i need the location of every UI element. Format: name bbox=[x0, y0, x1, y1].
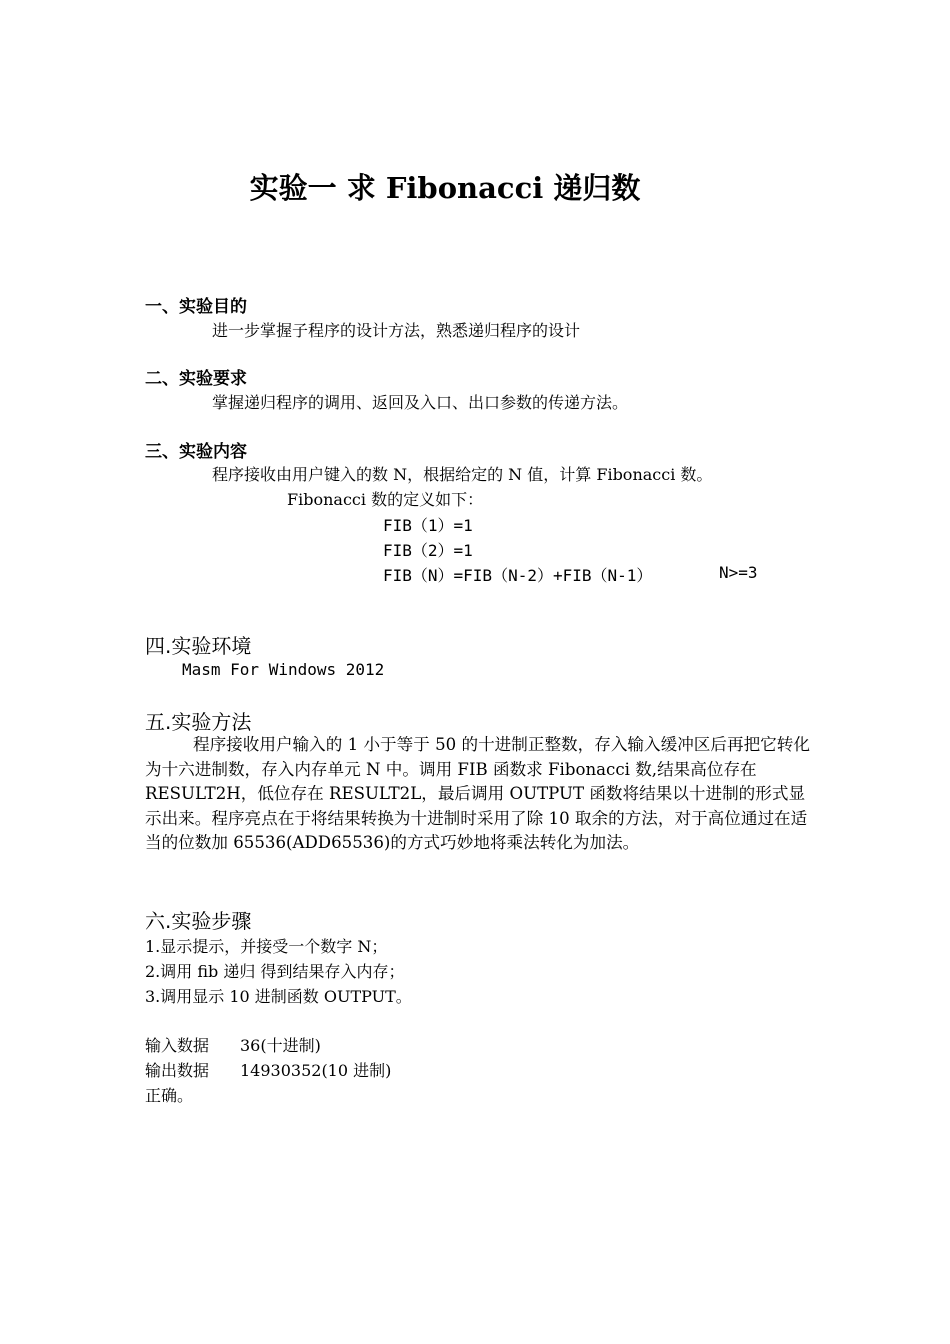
output-label: 输出数据 bbox=[145, 1061, 210, 1080]
definition-line-3: FIB（N）=FIB（N-2）+FIB（N-1） bbox=[383, 566, 653, 585]
section-text-method: 程序接收用户输入的 1 小于等于 50 的十进制正整数，存入输入缓冲区后再把它转化为十六进制数，存入内存单元 N 中。调用 FIB 函数求 Fibonacci 数,结果高位存在 RESULT2H，低位存在 RESULT2L，最后调用 OUTPUT 函数将结果以十进制的形式显示出来。程序亮点在于将结果转换为十进制时采用了除 10 取余的方法，对于高位通过在适当的位数加 65536(ADD65536)的方式巧妙地将乘法转化为加法。 bbox=[145, 735, 810, 853]
output-value: 14930352(10 进制) bbox=[240, 1061, 392, 1080]
section-heading-purpose: 一、实验目的 bbox=[145, 297, 247, 317]
section-text-purpose: 进一步掌握子程序的设计方法，熟悉递归程序的设计 bbox=[212, 321, 581, 340]
document-title: 实验一 求 Fibonacci 递归数 bbox=[249, 171, 641, 205]
definition-intro: Fibonacci 数的定义如下： bbox=[287, 490, 484, 509]
section-text-requirements: 掌握递归程序的调用、返回及入口、出口参数的传递方法。 bbox=[212, 393, 629, 412]
step-item-1: 1.显示提示，并接受一个数字 N； bbox=[145, 937, 388, 956]
section-heading-steps: 六.实验步骤 bbox=[145, 909, 252, 933]
section-heading-requirements: 二、实验要求 bbox=[145, 369, 247, 389]
result-verdict: 正确。 bbox=[145, 1086, 194, 1105]
section-heading-environment: 四.实验环境 bbox=[145, 634, 252, 658]
input-label: 输入数据 bbox=[145, 1036, 210, 1055]
step-item-2: 2.调用 fib 递归 得到结果存入内存； bbox=[145, 962, 405, 981]
definition-line-2: FIB（2）=1 bbox=[383, 541, 473, 560]
definition-condition: N>=3 bbox=[719, 563, 758, 582]
step-item-3: 3.调用显示 10 进制函数 OUTPUT。 bbox=[145, 987, 412, 1006]
section-text-environment: Masm For Windows 2012 bbox=[182, 660, 385, 679]
section-heading-content: 三、实验内容 bbox=[145, 442, 247, 462]
section-text-content: 程序接收由用户键入的数 N，根据给定的 N 值，计算 Fibonacci 数。 bbox=[212, 465, 713, 484]
section-heading-method: 五.实验方法 bbox=[145, 710, 252, 734]
input-value: 36(十进制) bbox=[240, 1036, 321, 1055]
definition-line-1: FIB（1）=1 bbox=[383, 516, 473, 535]
